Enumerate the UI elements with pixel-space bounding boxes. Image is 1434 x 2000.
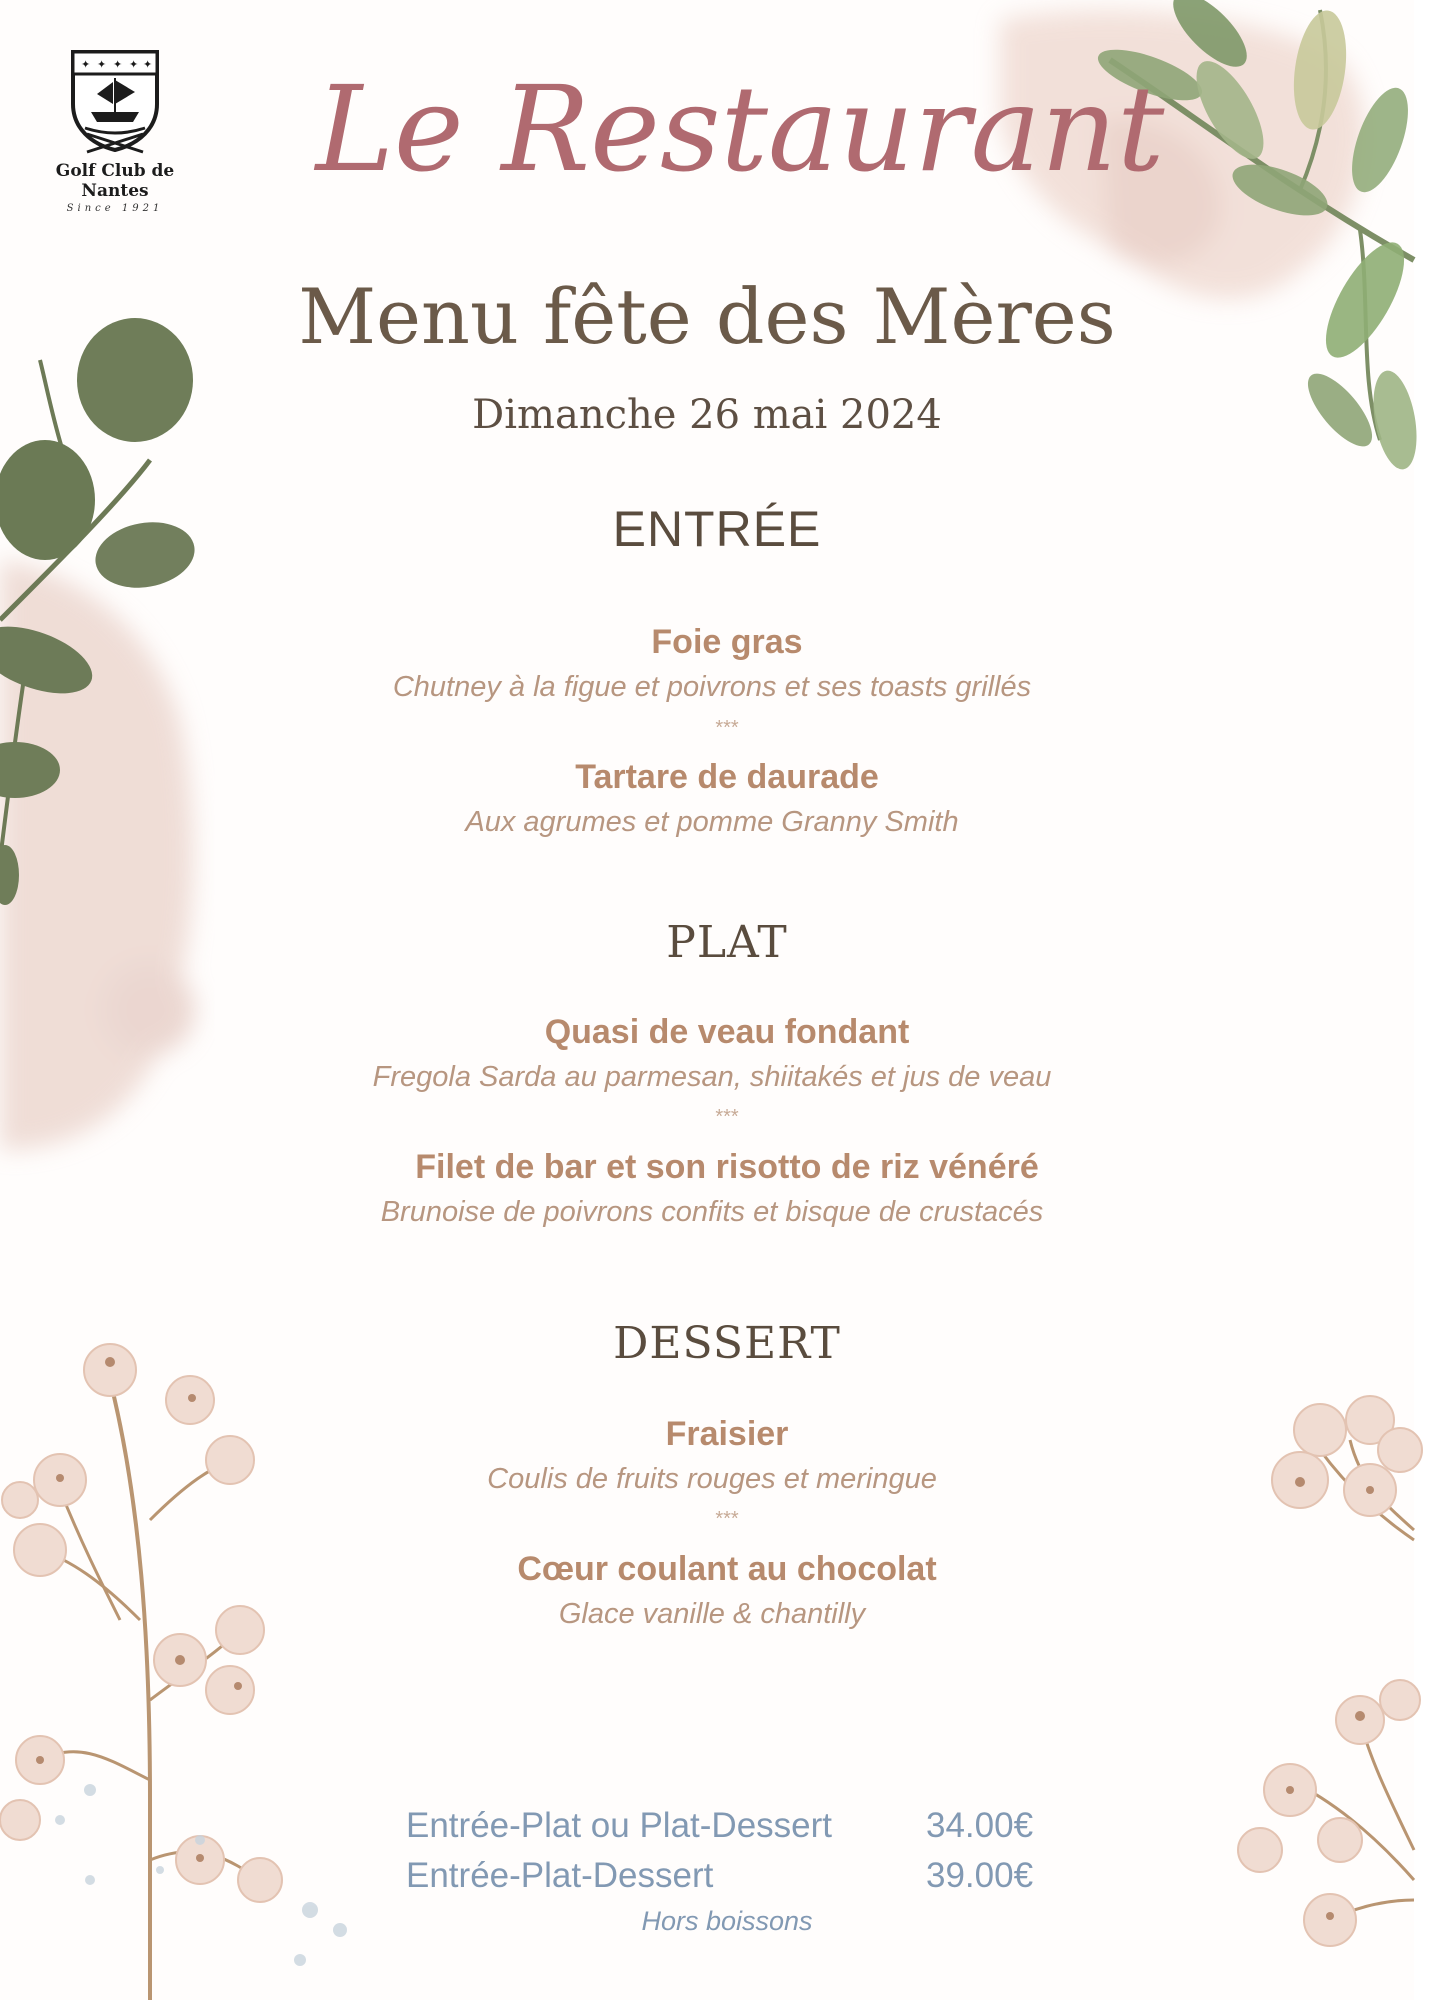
dish-separator: ***	[715, 717, 739, 739]
dish-description: Coulis de fruits rouges et meringue	[487, 1463, 937, 1495]
price-value: 39.00€	[926, 1856, 1034, 1895]
dish-separator: ***	[715, 1106, 739, 1128]
svg-text:✦: ✦	[143, 58, 153, 71]
dish-name: Foie gras	[651, 623, 803, 661]
price-value: 34.00€	[926, 1806, 1034, 1845]
svg-text:✦: ✦	[81, 58, 91, 71]
script-title-text: Le Restaurant	[315, 60, 1165, 198]
price-label: Entrée-Plat-Dessert	[406, 1856, 714, 1895]
section-heading-dessert: DESSERT	[613, 1318, 841, 1369]
section-heading-plat: PLAT	[666, 917, 788, 968]
golf-club-logo	[20, 48, 210, 214]
club-name: Golf Club de Nantes	[55, 161, 175, 201]
dish-name: Fraisier	[665, 1415, 789, 1453]
dish-description: Aux agrumes et pomme Granny Smith	[465, 806, 959, 838]
section-heading-entree: ENTRÉE	[612, 501, 822, 557]
price-note: Hors boissons	[641, 1906, 813, 1936]
price-label: Entrée-Plat ou Plat-Dessert	[406, 1806, 833, 1845]
dish-name: Filet de bar et son risotto de riz vénéré	[415, 1148, 1039, 1186]
dish-description: Chutney à la figue et poivrons et ses toasts grillés	[392, 671, 1032, 703]
dish-name: Cœur coulant au chocolat	[517, 1550, 937, 1588]
script-title	[315, 20, 1165, 250]
club-since: Since 1921	[66, 203, 164, 214]
dish-name: Tartare de daurade	[575, 758, 879, 796]
dish-description: Brunoise de poivrons confits et bisque de crustacés	[380, 1196, 1044, 1228]
dish-name: Quasi de veau fondant	[544, 1013, 910, 1051]
svg-text:✦: ✦	[113, 58, 123, 71]
dish-description: Glace vanille & chantilly	[558, 1598, 866, 1630]
menu-date: Dimanche 26 mai 2024	[472, 392, 942, 438]
menu-title: Menu fête des Mères	[298, 272, 1116, 361]
svg-text:✦: ✦	[97, 58, 107, 71]
svg-text:✦: ✦	[129, 58, 139, 71]
dish-description: Fregola Sarda au parmesan, shiitakés et jus de veau	[372, 1061, 1052, 1093]
dish-separator: ***	[715, 1508, 739, 1530]
crest-icon	[67, 48, 163, 154]
